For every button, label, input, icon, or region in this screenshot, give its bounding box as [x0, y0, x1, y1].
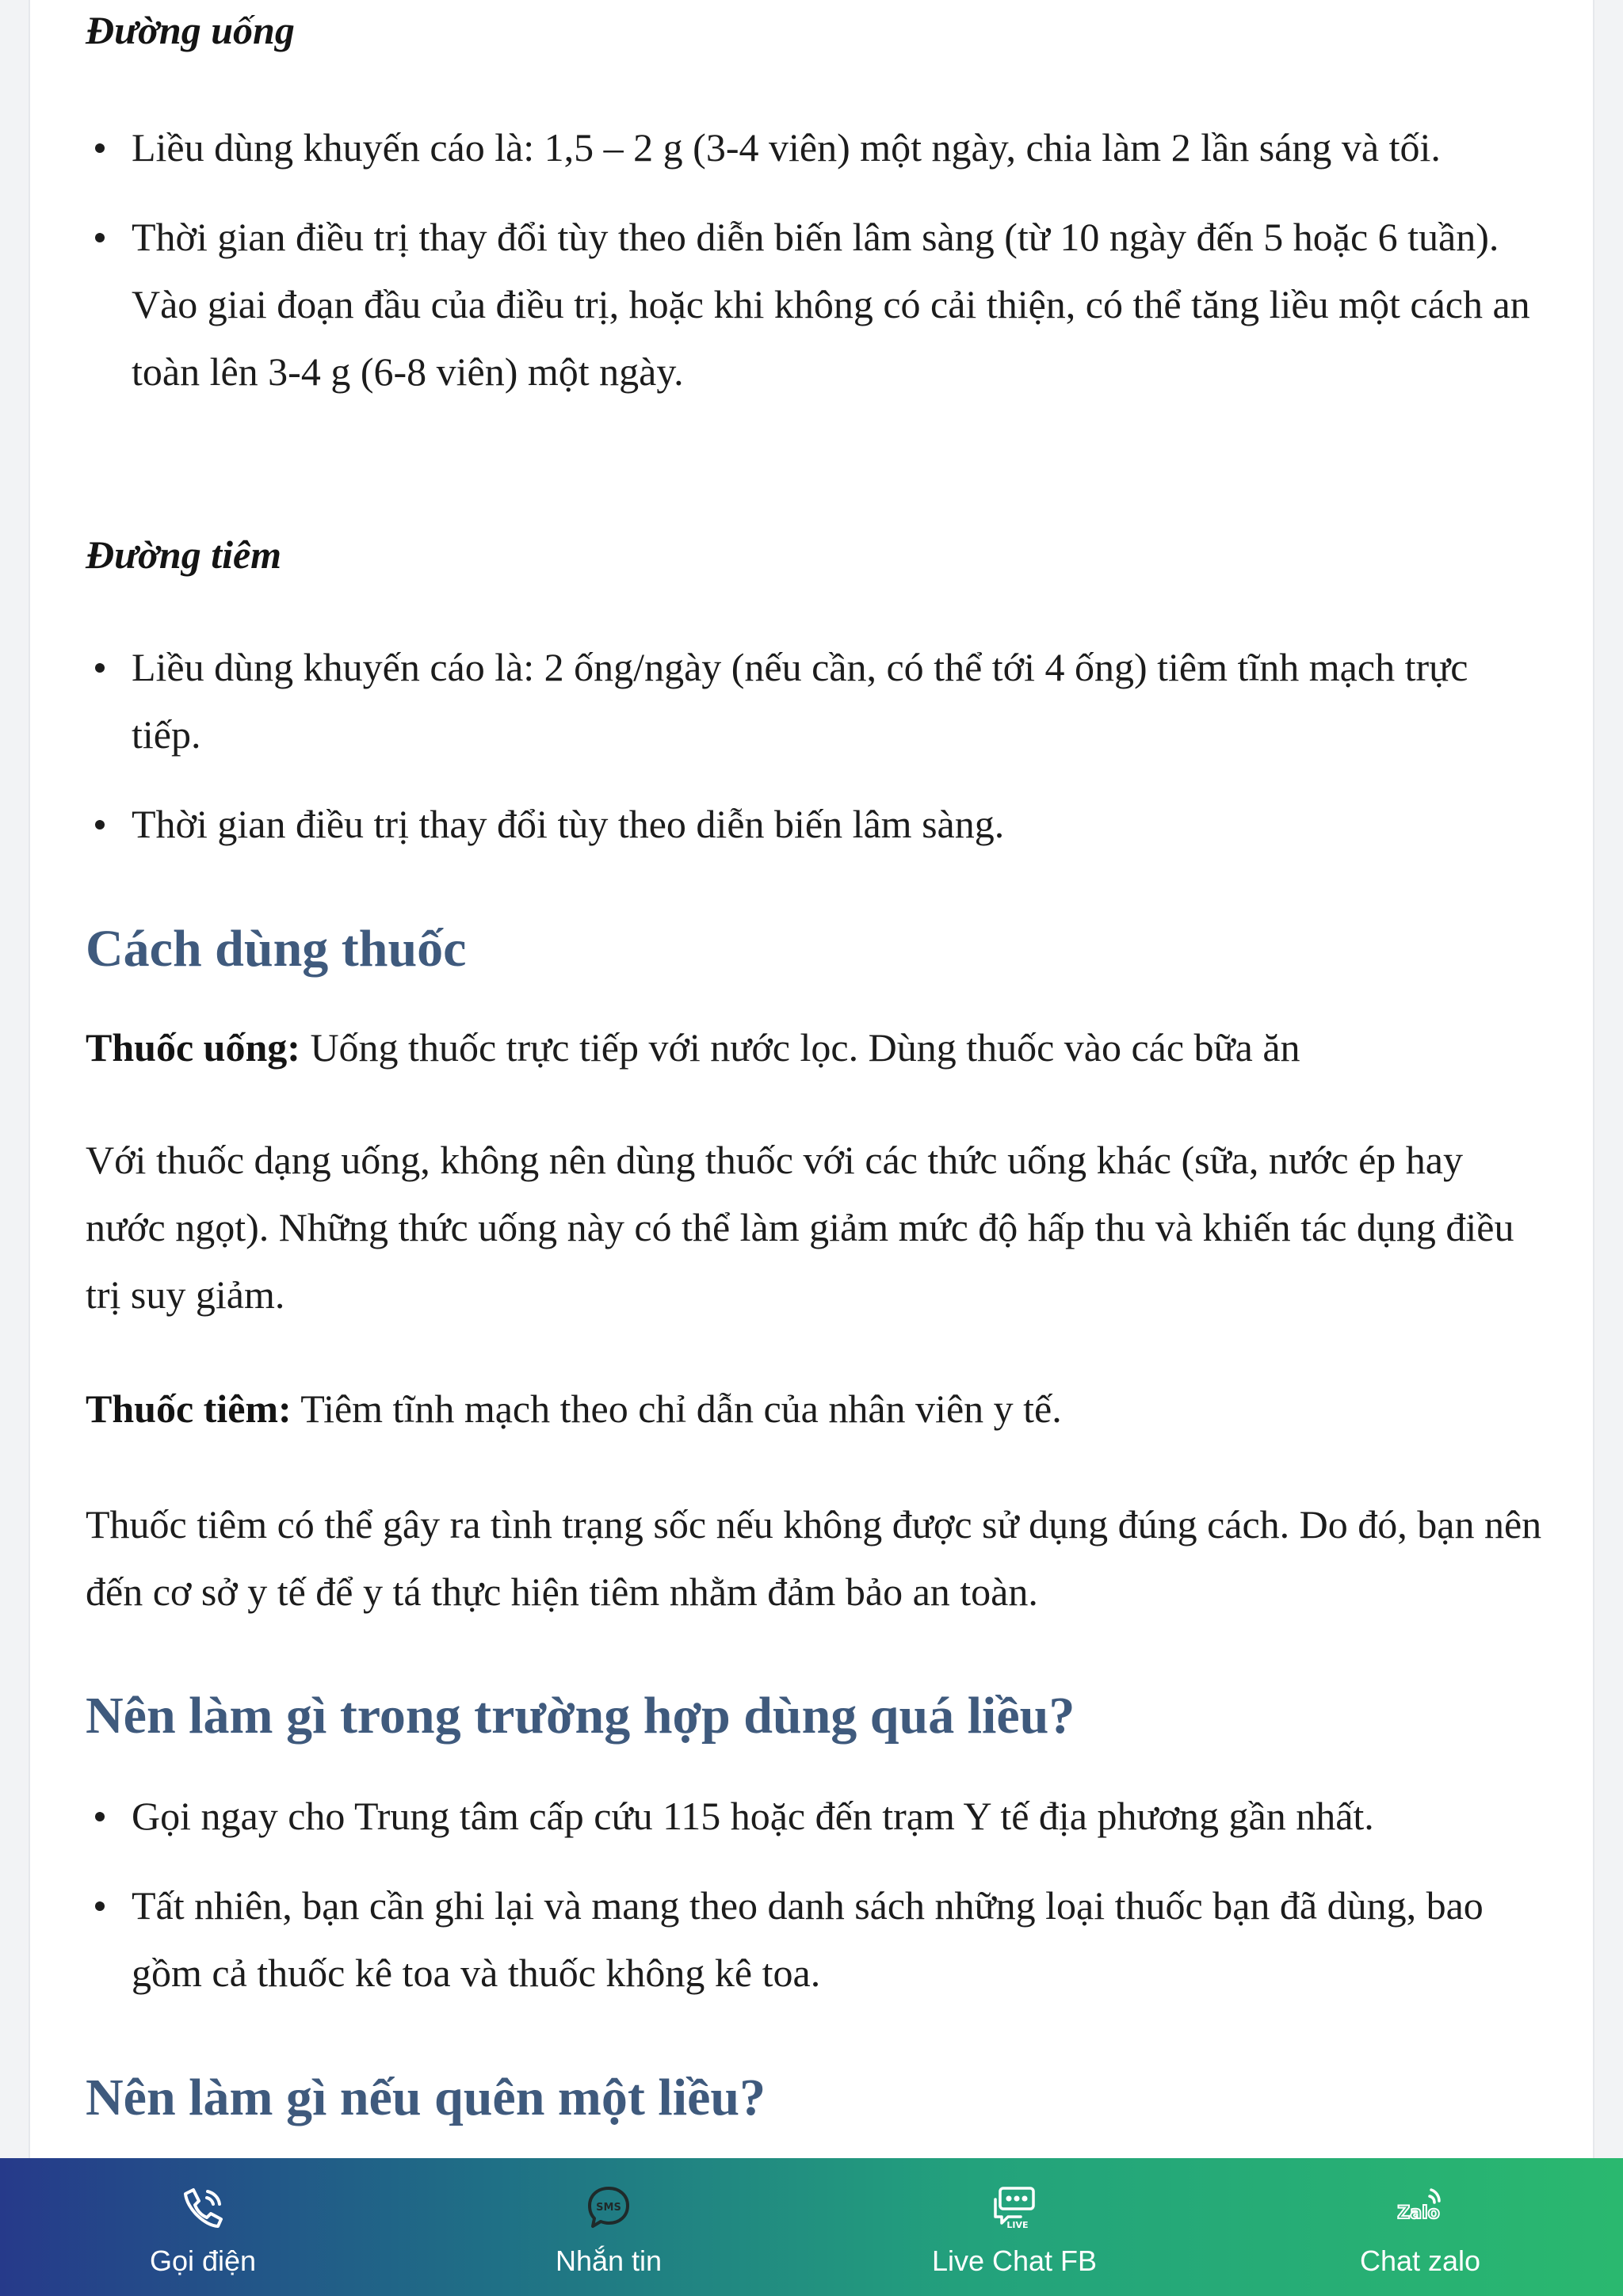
live-chat-fb-label: Live Chat FB [931, 2245, 1098, 2277]
phone-icon [178, 2182, 228, 2233]
svg-text:Zalo: Zalo [1397, 2203, 1440, 2223]
zalo-icon [1395, 2182, 1445, 2233]
live-chat-fb-button[interactable] [812, 2158, 1217, 2296]
list-injection [86, 634, 1544, 858]
usage-injection-paragraph [86, 1375, 1544, 1443]
section-heading-usage: Cách dùng thuốc [86, 920, 467, 978]
usage-injection-text: Tiêm tĩnh mạch theo chỉ dẫn của nhân viên y tế. [291, 1386, 1062, 1431]
usage-oral-note: Với thuốc dạng uống, không nên dùng thuốc với các thức uống khác (sữa, nước ép hay nước ngọt). Những thức uống này có thể làm giảm mức độ hấp thu và khiến tác dụng điều trị suy giảm. [86, 1138, 1514, 1317]
zalo-chat-label: Chat zalo [1359, 2245, 1481, 2277]
usage-oral-label: Thuốc uống: [86, 1025, 300, 1070]
usage-injection-note: Thuốc tiêm có thể gây ra tình trạng sốc nếu không được sử dụng đúng cách. Do đó, bạn nên đến cơ sở y tế để y tá thực hiện tiêm nhằm đảm bảo an toàn. [86, 1502, 1542, 1614]
usage-oral-paragraph [86, 1014, 1544, 1081]
usage-oral-text: Uống thuốc trực tiếp với nước lọc. Dùng thuốc vào các bữa ăn [300, 1025, 1300, 1070]
list-item: Thời gian điều trị thay đổi tùy theo diễn biến lâm sàng (từ 10 ngày đến 5 hoặc 6 tuần). Vào giai đoạn đầu của điều trị, hoặc khi không có cải thiện, có thể tăng liều một cách an toàn lên 3-4 g (6-8 viên) một ngày. [86, 204, 1544, 406]
svg-text:SMS: SMS [596, 2202, 621, 2214]
usage-injection-label: Thuốc tiêm: [86, 1386, 292, 1431]
svg-text:LIVE: LIVE [1006, 2220, 1029, 2230]
section-heading-overdose: Nên làm gì trong trường hợp dùng quá liều? [86, 1687, 1075, 1745]
zalo-chat-button[interactable] [1217, 2158, 1623, 2296]
list-item: Liều dùng khuyến cáo là: 2 ống/ngày (nếu cần, có thể tới 4 ống) tiêm tĩnh mạch trực tiếp. [86, 634, 1544, 769]
list-item: Liều dùng khuyến cáo là: 1,5 – 2 g (3-4 viên) một ngày, chia làm 2 lần sáng và tối. [86, 114, 1544, 181]
list-overdose [86, 1783, 1544, 2007]
list-oral [86, 114, 1544, 406]
list-item: Thời gian điều trị thay đổi tùy theo diễn biến lâm sàng. [86, 791, 1544, 858]
subheading-oral: Đường uống [86, 8, 295, 52]
sms-label: Nhắn tin [555, 2245, 663, 2277]
live-chat-icon [989, 2182, 1040, 2233]
bottom-contact-bar [0, 2158, 1623, 2296]
list-item: Gọi ngay cho Trung tâm cấp cứu 115 hoặc đến trạm Y tế địa phương gần nhất. [86, 1783, 1544, 1850]
call-button[interactable] [0, 2158, 406, 2296]
subheading-injection: Đường tiêm [86, 532, 282, 577]
sms-icon [583, 2182, 634, 2233]
call-label: Gọi điện [149, 2245, 257, 2277]
sms-button[interactable] [406, 2158, 812, 2296]
list-item: Tất nhiên, bạn cần ghi lại và mang theo danh sách những loại thuốc bạn đã dùng, bao gồm cả thuốc kê toa và thuốc không kê toa. [86, 1872, 1544, 2007]
section-heading-missed: Nên làm gì nếu quên một liều? [86, 2069, 766, 2126]
